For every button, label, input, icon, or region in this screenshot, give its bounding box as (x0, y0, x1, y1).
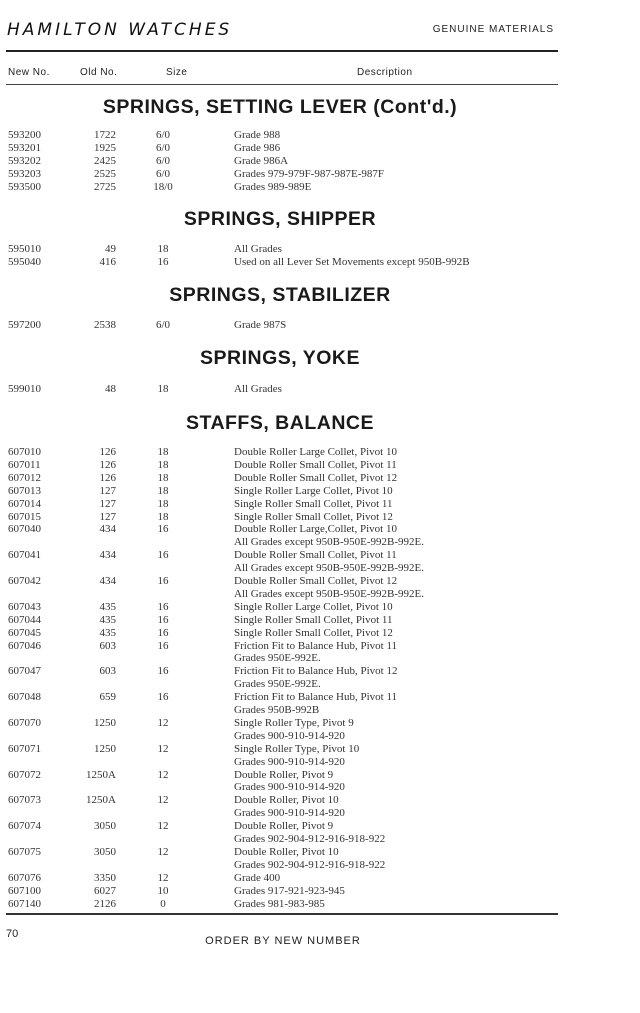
part-old-number: 48 (105, 383, 116, 395)
part-old-number: 434 (99, 549, 116, 562)
part-description: Single Roller Small Collet, Pivot 12 (234, 626, 393, 639)
part-size: 0 (160, 897, 166, 910)
part-old-number: 435 (99, 613, 116, 626)
section-title: SPRINGS, STABILIZER (169, 284, 391, 306)
section-title: SPRINGS, SETTING LEVER (Cont'd.) (102, 96, 458, 118)
part-size: 16 (157, 691, 169, 704)
part-size: 12 (157, 742, 169, 755)
part-old-number: 127 (99, 510, 116, 523)
part-description: Grades 902-904-912-916-918-922 (234, 833, 386, 845)
part-size: 16 (157, 255, 169, 268)
part-description: Double Roller Small Collet, Pivot 12 (234, 471, 398, 484)
part-new-number: 607075 (8, 845, 41, 858)
part-description: Friction Fit to Balance Hub, Pivot 11 (234, 691, 398, 704)
part-new-number: 607071 (8, 742, 41, 755)
part-old-number: 2725 (94, 180, 116, 193)
part-description: All Grades except 950B-950E-992B-992E. (234, 536, 425, 549)
part-size: 16 (157, 626, 169, 639)
part-size: 12 (157, 845, 169, 858)
part-description: Double Roller, Pivot 10 (234, 794, 339, 807)
part-new-number: 607010 (8, 446, 41, 458)
part-size: 6/0 (155, 154, 171, 167)
part-old-number: 1250A (86, 768, 116, 781)
part-new-number: 597200 (8, 319, 41, 331)
footer-rule (6, 913, 558, 915)
part-size: 18 (157, 446, 169, 458)
column-header-rule (6, 84, 558, 85)
footer-note: ORDER BY NEW NUMBER (205, 935, 361, 947)
part-old-number: 434 (99, 523, 116, 536)
part-old-number: 435 (99, 626, 116, 639)
part-description: Double Roller Small Collet, Pivot 11 (234, 458, 397, 471)
part-description: Double Roller, Pivot 9 (234, 820, 334, 833)
part-description: Single Roller Large Collet, Pivot 10 (234, 484, 393, 497)
part-new-number: 607045 (8, 626, 41, 639)
part-description: Grades 917-921-923-945 (234, 884, 345, 897)
part-size: 18 (157, 243, 169, 255)
header-rule (6, 50, 558, 52)
part-new-number: 595040 (8, 255, 41, 268)
part-old-number: 1250A (86, 794, 116, 807)
part-old-number: 2425 (94, 154, 116, 167)
part-new-number: 607043 (8, 600, 41, 613)
part-new-number: 599010 (8, 383, 41, 395)
part-old-number: 49 (105, 243, 116, 255)
part-description: Grade 986A (234, 154, 289, 167)
part-size: 18 (157, 383, 169, 395)
part-description: Grades 900-910-914-920 (234, 755, 345, 768)
part-old-number: 603 (99, 639, 116, 652)
part-description: Double Roller, Pivot 10 (234, 845, 339, 858)
part-new-number: 607100 (8, 884, 41, 897)
part-description: Single Roller Small Collet, Pivot 11 (234, 613, 393, 626)
part-old-number: 2525 (94, 167, 116, 180)
part-description: All Grades (234, 383, 282, 395)
part-new-number: 593200 (8, 129, 41, 141)
part-size: 12 (157, 768, 169, 781)
part-new-number: 593201 (8, 141, 41, 154)
part-new-number: 607040 (8, 523, 41, 536)
part-description: Grades 900-910-914-920 (234, 807, 345, 820)
part-new-number: 607074 (8, 820, 41, 833)
part-description: Single Roller Small Collet, Pivot 11 (234, 497, 393, 510)
part-description: Grades 900-910-914-920 (234, 781, 345, 794)
part-size: 12 (157, 820, 169, 833)
part-new-number: 607073 (8, 794, 41, 807)
part-new-number: 607015 (8, 510, 41, 523)
part-old-number: 603 (99, 665, 116, 678)
part-description: Grades 950B-992B (234, 704, 320, 716)
part-size: 16 (157, 549, 169, 562)
part-description: Grade 987S (234, 319, 287, 331)
part-old-number: 127 (99, 484, 116, 497)
part-new-number: 607013 (8, 484, 41, 497)
part-old-number: 1250 (94, 716, 116, 729)
part-old-number: 126 (99, 458, 116, 471)
part-description: All Grades except 950B-950E-992B-992E. (234, 587, 425, 600)
part-new-number: 607070 (8, 716, 41, 729)
part-new-number: 607048 (8, 691, 41, 704)
part-description: Friction Fit to Balance Hub, Pivot 12 (234, 665, 398, 678)
part-size: 10 (157, 884, 169, 897)
part-new-number: 593203 (8, 167, 41, 180)
part-new-number: 607044 (8, 613, 41, 626)
part-old-number: 1925 (94, 141, 116, 154)
section-title: STAFFS, BALANCE (185, 412, 375, 434)
part-size: 12 (157, 794, 169, 807)
part-size: 18 (157, 471, 169, 484)
part-new-number: 607072 (8, 768, 41, 781)
part-description: Friction Fit to Balance Hub, Pivot 11 (234, 639, 398, 652)
section-title: SPRINGS, SHIPPER (183, 208, 377, 230)
part-old-number: 126 (99, 471, 116, 484)
part-old-number: 3050 (94, 845, 116, 858)
part-description: Single Roller Small Collet, Pivot 12 (234, 510, 393, 523)
part-description: Grade 986 (234, 141, 281, 154)
part-old-number: 416 (99, 255, 116, 268)
part-new-number: 607041 (8, 549, 41, 562)
col-header-size: Size (166, 67, 188, 78)
part-size: 16 (157, 665, 169, 678)
brand-title: HAMILTON WATCHES (7, 20, 233, 40)
part-description: Grades 950E-992E. (234, 678, 321, 691)
part-new-number: 607014 (8, 497, 41, 510)
col-header-old-no: Old No. (80, 67, 118, 78)
part-description: Single Roller Type, Pivot 9 (234, 716, 354, 729)
part-description: Grades 981-983-985 (234, 897, 325, 910)
section-title: SPRINGS, YOKE (199, 347, 360, 369)
part-description: Grades 902-904-912-916-918-922 (234, 858, 386, 871)
part-description: Single Roller Type, Pivot 10 (234, 742, 360, 755)
part-old-number: 434 (99, 575, 116, 587)
part-old-number: 127 (99, 497, 116, 510)
part-size: 16 (157, 639, 169, 652)
part-size: 6/0 (155, 319, 171, 331)
part-description: Single Roller Large Collet, Pivot 10 (234, 600, 393, 613)
part-size: 16 (157, 600, 169, 613)
part-description: All Grades except 950B-950E-992B-992E. (234, 562, 425, 575)
part-new-number: 607140 (8, 897, 41, 910)
part-description: Grades 989-989E (234, 180, 312, 193)
part-size: 12 (157, 871, 169, 884)
part-new-number: 593202 (8, 154, 41, 167)
part-size: 6/0 (155, 167, 171, 180)
part-description: Double Roller Small Collet, Pivot 12 (234, 575, 398, 587)
part-size: 18 (157, 484, 169, 497)
page-number: 70 (6, 928, 19, 940)
part-size: 16 (157, 523, 169, 536)
part-new-number: 607046 (8, 639, 41, 652)
part-old-number: 659 (99, 691, 116, 704)
part-size: 18 (157, 497, 169, 510)
part-old-number: 1722 (94, 129, 116, 141)
part-old-number: 2538 (94, 319, 116, 331)
part-description: Grade 400 (234, 871, 281, 884)
part-new-number: 607012 (8, 471, 41, 484)
header-right-label: GENUINE MATERIALS (432, 24, 554, 35)
part-size: 18 (157, 458, 169, 471)
part-new-number: 607011 (8, 458, 41, 471)
part-old-number: 3350 (94, 871, 116, 884)
part-new-number: 593500 (8, 180, 41, 193)
col-header-new-no: New No. (8, 67, 50, 78)
part-size: 16 (157, 613, 169, 626)
part-size: 6/0 (155, 129, 171, 141)
part-old-number: 126 (99, 446, 116, 458)
part-size: 18 (157, 510, 169, 523)
part-description: Double Roller Large Collet, Pivot 10 (234, 446, 397, 458)
col-header-description: Description (357, 67, 413, 78)
part-description: Double Roller Large,Collet, Pivot 10 (234, 523, 397, 536)
part-new-number: 607047 (8, 665, 41, 678)
part-new-number: 595010 (8, 243, 41, 255)
part-old-number: 6027 (94, 884, 116, 897)
part-size: 12 (157, 716, 169, 729)
part-description: Grades 900-910-914-920 (234, 729, 345, 742)
part-new-number: 607076 (8, 871, 41, 884)
part-description: All Grades (234, 243, 282, 255)
part-description: Grades 979-979F-987-987E-987F (234, 167, 385, 180)
part-old-number: 3050 (94, 820, 116, 833)
part-description: Double Roller Small Collet, Pivot 11 (234, 549, 397, 562)
part-old-number: 435 (99, 600, 116, 613)
part-old-number: 2126 (94, 897, 116, 910)
part-new-number: 607042 (8, 575, 41, 587)
part-description: Used on all Lever Set Movements except 950B-992B (234, 255, 470, 268)
part-description: Grades 950E-992E. (234, 652, 321, 665)
part-size: 18/0 (153, 180, 173, 193)
part-size: 6/0 (155, 141, 171, 154)
part-description: Grade 988 (234, 129, 281, 141)
part-description: Double Roller, Pivot 9 (234, 768, 334, 781)
part-old-number: 1250 (94, 742, 116, 755)
part-size: 16 (157, 575, 169, 587)
